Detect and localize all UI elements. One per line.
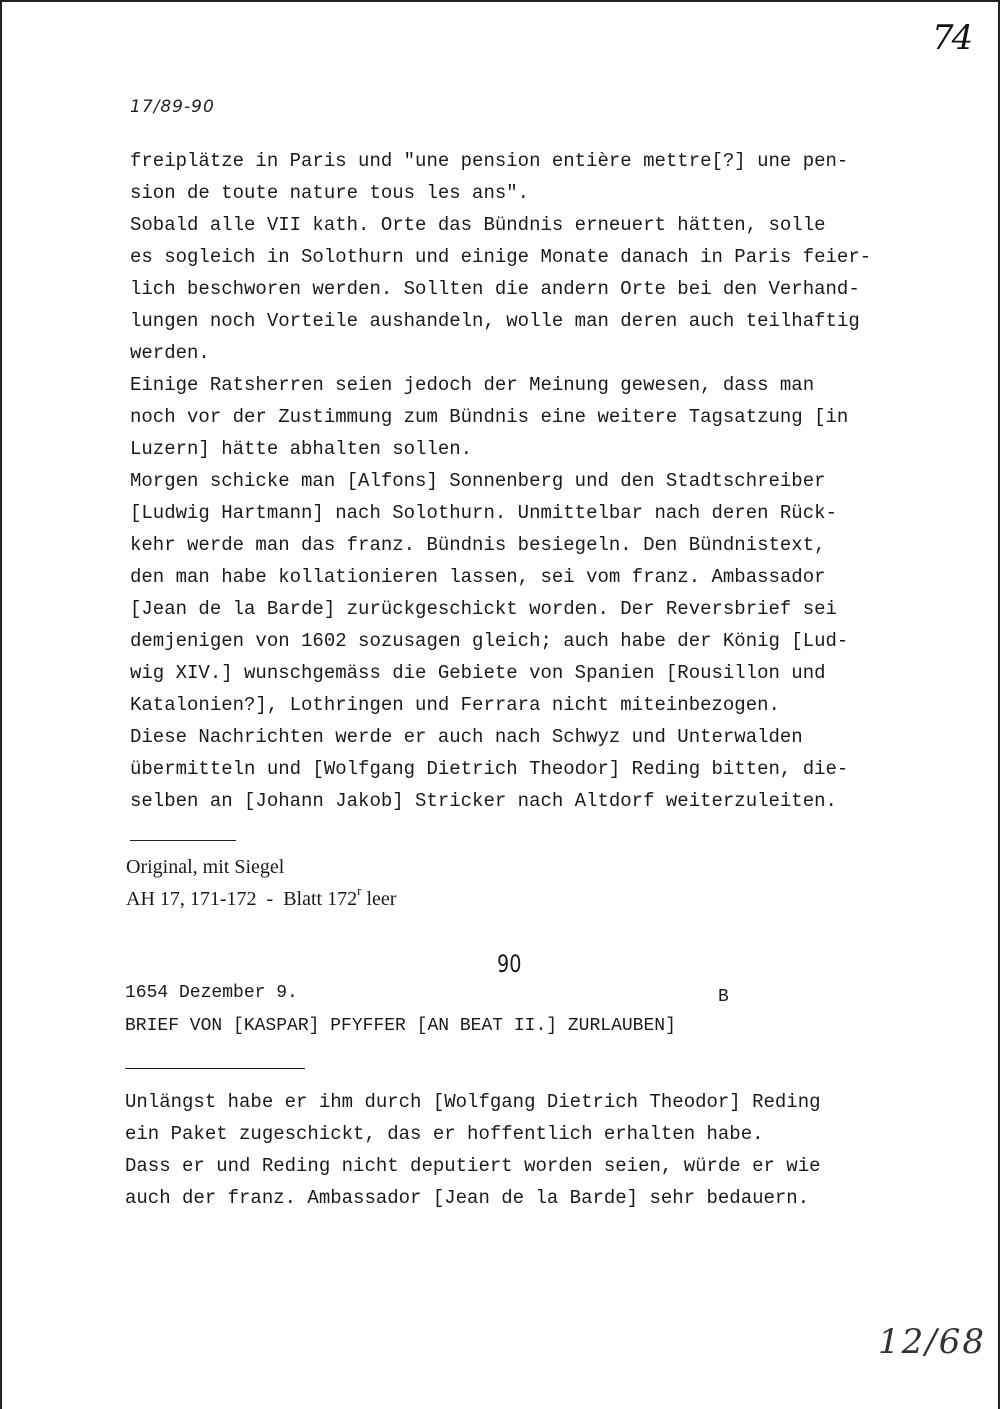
- document-number: 90: [497, 950, 522, 978]
- text-line: übermitteln und [Wolfgang Dietrich Theodor] Reding bitten, die-: [130, 758, 849, 780]
- heading-divider: [125, 1068, 305, 1069]
- text-line: werden.: [130, 342, 210, 364]
- handwritten-folio-number: 12/68: [878, 1322, 986, 1362]
- text-line: Katalonien?], Lothringen und Ferrara nicht miteinbezogen.: [130, 694, 780, 716]
- text-line: den man habe kollationieren lassen, sei vom franz. Ambassador: [130, 566, 826, 588]
- text-line: Luzern] hätte abhalten sollen.: [130, 438, 473, 460]
- text-line: auch der franz. Ambassador [Jean de la Barde] sehr bedauern.: [125, 1187, 810, 1209]
- text-line: freiplätze in Paris und "une pension entière mettre[?] une pen-: [130, 150, 849, 172]
- text-line: kehr werde man das franz. Bündnis besiegeln. Den Bündnistext,: [130, 534, 826, 556]
- text-line: [Ludwig Hartmann] nach Solothurn. Unmittelbar nach deren Rück-: [130, 502, 837, 524]
- recto-mark: r: [357, 883, 362, 898]
- document-heading: BRIEF VON [KASPAR] PFYFFER [AN BEAT II.] ZURLAUBEN]: [125, 1016, 676, 1036]
- source-note-line: Original, mit Siegel: [126, 856, 285, 878]
- document-reference: 17/89-90: [130, 97, 215, 117]
- text-line: demjenigen von 1602 sozusagen gleich; auch habe der König [Lud-: [130, 630, 849, 652]
- text-line: es sogleich in Solothurn und einige Monate danach in Paris feier-: [130, 246, 872, 268]
- archive-reference: AH 17, 171-172 - Blatt 172: [126, 888, 358, 910]
- text-line: selben an [Johann Jakob] Stricker nach Altdorf weiterzuleiten.: [130, 790, 837, 812]
- text-line: lich beschworen werden. Sollten die andern Orte bei den Verhand-: [130, 278, 860, 300]
- text-line: Unlängst habe er ihm durch [Wolfgang Dietrich Theodor] Reding: [125, 1091, 821, 1113]
- text-line: Diese Nachrichten werde er auch nach Schwyz und Unterwalden: [130, 726, 803, 748]
- text-line: Dass er und Reding nicht deputiert worden seien, würde er wie: [125, 1155, 821, 1177]
- document-type: B: [718, 987, 729, 1007]
- scan-edge-top: [0, 0, 1000, 2]
- document-date: 1654 Dezember 9.: [125, 983, 298, 1003]
- text-line: sion de toute nature tous les ans".: [130, 182, 530, 204]
- text-line: noch vor der Zustimmung zum Bündnis eine weitere Tagsatzung [in: [130, 406, 849, 428]
- section-divider: [130, 840, 236, 841]
- source-note-line: [126, 879, 397, 910]
- text-line: lungen noch Vorteile aushandeln, wolle man deren auch teilhaftig: [130, 310, 860, 332]
- text-line: Morgen schicke man [Alfons] Sonnenberg und den Stadtschreiber: [130, 470, 826, 492]
- paragraph-2: [125, 1086, 821, 1214]
- text-line: [Jean de la Barde] zurückgeschickt worden. Der Reversbrief sei: [130, 598, 837, 620]
- text-line: wig XIV.] wunschgemäss die Gebiete von Spanien [Rousillon und: [130, 662, 826, 684]
- blank-note: leer: [361, 888, 397, 910]
- source-note: [126, 855, 397, 910]
- text-line: Einige Ratsherren seien jedoch der Meinung gewesen, dass man: [130, 374, 815, 396]
- text-line: ein Paket zugeschickt, das er hoffentlich erhalten habe.: [125, 1123, 764, 1145]
- handwritten-page-number: 74: [932, 18, 972, 58]
- text-line: Sobald alle VII kath. Orte das Bündnis erneuert hätten, solle: [130, 214, 826, 236]
- paragraph-1: [130, 145, 871, 817]
- scan-edge-left: [0, 0, 2, 1409]
